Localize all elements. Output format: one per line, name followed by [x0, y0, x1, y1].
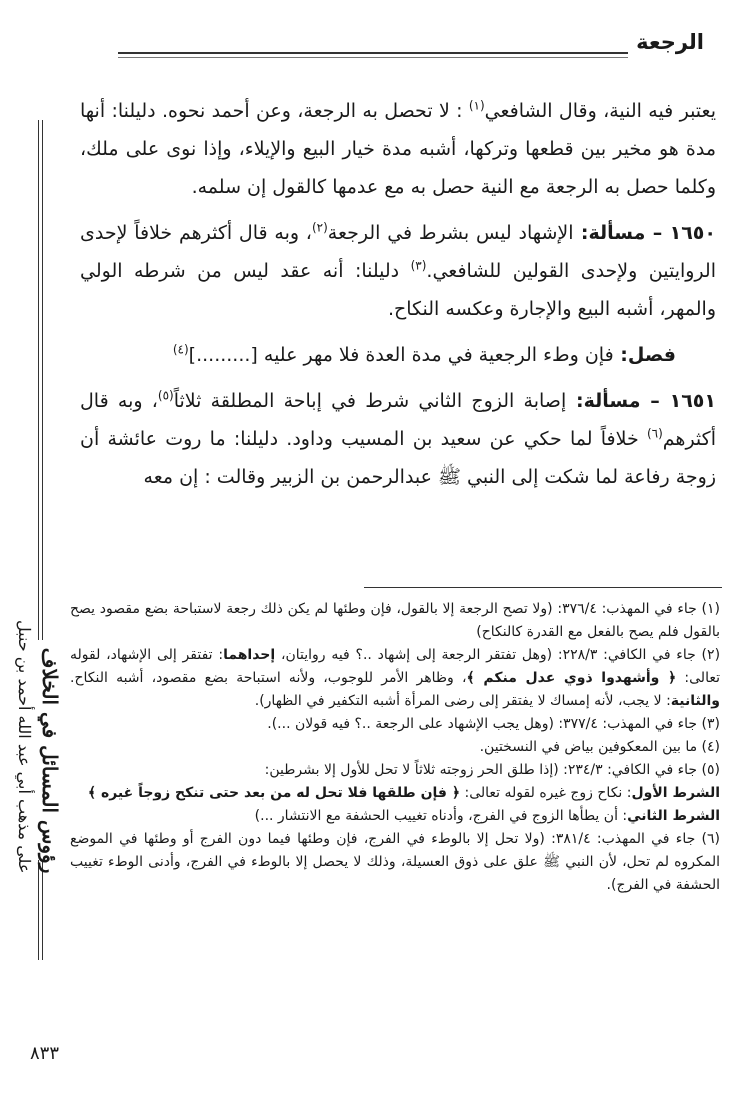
- footnote-ref-6: (٦): [646, 426, 663, 441]
- fasl-label: فصل:: [613, 344, 676, 366]
- side-rule-lower-2: [42, 860, 43, 960]
- issue-1650: ١٦٥٠ – مسألة: الإشهاد ليس بشرط في الرجعة$^{(٢)}$، وبه قال أكثرهم خلافاً لإحدى الروايتين ولإحدى القولين للشافعي.$^{(٣)}$ دليلنا: أنه عقد ليس من شرطه الولي والمهر، أشبه البيع والإجارة وعكسه النكاح.: [80, 220, 716, 320]
- side-rule: [38, 120, 39, 640]
- footnote-4: (٤) ما بين المعكوفين بياض في النسختين.: [479, 739, 720, 755]
- book-subtitle: على مذهب أبي عبد الله أحمد بن حنبل: [15, 620, 34, 874]
- page-number: ٨٣٣: [30, 1043, 60, 1064]
- footnote-1: (١) جاء في المهذب: ٣٧٦/٤: (ولا تصح الرجعة إلا بالقول، فإن وطئها لم يكن ذلك رجعة لاستباحة بضع مقصود يصح بالقول فلم يصح بالفعل مع القدرة كالنكاح): [70, 601, 721, 640]
- paragraph-intro: يعتبر فيه النية، وقال الشافعي$^{(١)}$ : لا تحصل به الرجعة، وعن أحمد نحوه. دليلنا: أنها مدة هو مخير بين قطعها وتركها، أشبه مدة خيار البيع والإيلاء، وإذا نوى على ملك، وكلما حصل به الرجعة مع النية حصل به مع عدمها كالقول إن سلمه.: [80, 98, 716, 198]
- side-rule-2: [42, 120, 43, 640]
- book-title: رؤوس المسائل في الخلاف: [38, 647, 62, 874]
- issue-label: مسألة:: [573, 222, 646, 244]
- footnote-ref-3: (٣): [410, 258, 427, 273]
- issue-label: مسألة:: [566, 390, 641, 412]
- footnote-2: (٢) جاء في الكافي: ٢٢٨/٣: (وهل تفتقر الرجعة إلى إشهاد ..؟ فيه روايتان، إحداهما: تفتقر إلى الإشهاد، لقوله تعالى: ﴿ وأشهدوا ذوي عدل منكم ﴾، وظاهر الأمر للوجوب، ولأنه استباحة بضع مقصود، أشبه النكاح. والثانية: لا يجب، لأنه إمساك لا يفتقر إلى رضى المرأة أشبه التكفير في الظهار).: [70, 647, 721, 709]
- section-fasl: فصل: فإن وطء الرجعية في مدة العدة فلا مهر عليه [.........]$^{(٤)}$: [172, 342, 676, 366]
- footnote-ref-2: (٢): [311, 220, 328, 235]
- issue-number: ١٦٥٠ –: [645, 222, 716, 244]
- chapter-title: الرجعة: [636, 30, 704, 54]
- side-rule-lower: [38, 860, 39, 960]
- header-rule: [118, 52, 628, 54]
- quran-quote: ﴿ فإن طلقها فلا تحل له من بعد حتى تنكح زوجاً غيره ﴾: [87, 785, 461, 801]
- footnote-divider: [364, 587, 722, 588]
- footnote-6: (٦) جاء في المهذب: ٣٨١/٤: (ولا تحل إلا بالوطء في الفرج، فإن وطئها فيما دون الفرج أو وطئها في الموضع المكروه لم تحل، لأن النبي ﷺ علق على ذوق العسيلة، وذلك لا يحصل إلا بالوطء في الفرج، وأدنى الوطء تغييب الحشفة في الفرج).: [70, 831, 720, 893]
- issue-1651: ١٦٥١ – مسألة: إصابة الزوج الثاني شرط في إباحة المطلقة ثلاثاً$^{(٥)}$، وبه قال أكثرهم$^{(٦)}$ خلافاً لما حكي عن سعيد بن المسيب وداود. دليلنا: ما روت عائشة أن زوجة رفاعة لما شكت إلى النبي ﷺ عبدالرحمن بن الزبير وقالت : إن معه: [80, 388, 716, 488]
- main-text: [80, 92, 716, 496]
- footnote-ref-5: (٥): [157, 388, 174, 403]
- footnote-5-condition-2: الشرط الثاني: أن يطأها الزوج في الفرج، وأدناه تغييب الحشفة مع الانتشار ...): [254, 808, 720, 824]
- issue-number: ١٦٥١ –: [640, 390, 716, 412]
- page-header: [118, 30, 722, 64]
- footnote-3: (٣) جاء في المهذب: ٣٧٧/٤: (وهل يجب الإشهاد على الرجعة ..؟ فيه قولان ...).: [267, 716, 720, 732]
- header-rule-thin: [118, 57, 628, 58]
- footnote-ref-4: (٤): [172, 342, 189, 357]
- footnotes: [70, 598, 720, 897]
- footnote-5-condition-1: الشرط الأول: نكاح زوج غيره لقوله تعالى: ﴿ فإن طلقها فلا تحل له من بعد حتى تنكح زوجاً غيره ﴾: [87, 785, 720, 801]
- footnote-5: (٥) جاء في الكافي: ٢٣٤/٣: (إذا طلق الحر زوجته ثلاثاً لا تحل للأول إلا بشرطين:: [264, 762, 720, 778]
- side-book-title: [15, 620, 62, 873]
- footnote-ref-1: (١): [468, 98, 485, 113]
- quran-quote: ﴿ وأشهدوا ذوي عدل منكم ﴾: [466, 670, 677, 686]
